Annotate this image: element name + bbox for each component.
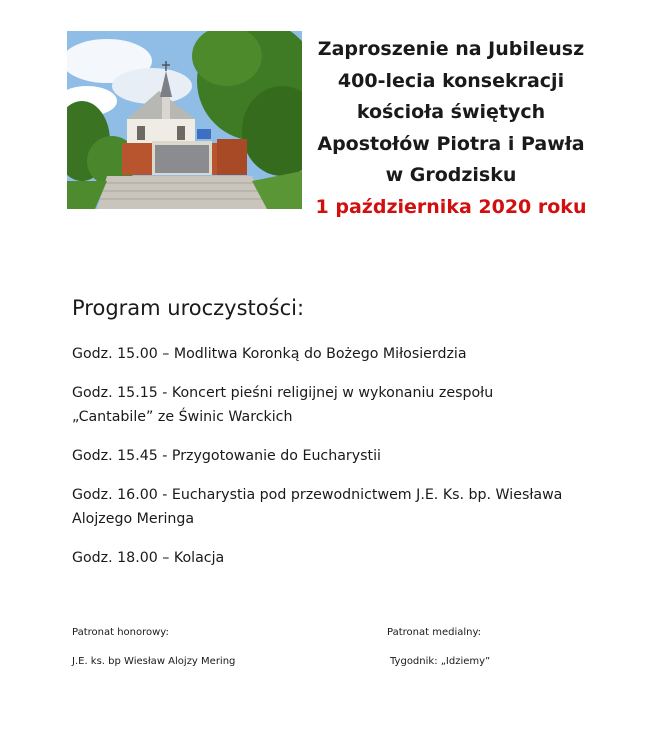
event-date: 1 października 2020 roku	[315, 195, 587, 218]
program-item	[72, 342, 612, 366]
church-photo	[67, 31, 302, 209]
header-line: Zaproszenie na Jubileusz	[317, 38, 585, 60]
honorary-patronage-value: J.E. ks. bp Wiesław Alojzy Mering	[72, 656, 236, 667]
church-photo-icon	[67, 31, 302, 209]
program-item	[72, 483, 612, 531]
program-item-text: Godz. 15.15 - Koncert pieśni religijnej w wykonaniu zespołu	[72, 385, 494, 401]
program-item	[72, 546, 612, 570]
header-line: 400-lecia konsekracji	[337, 69, 565, 92]
honorary-patronage-label: Patronat honorowy:	[72, 627, 169, 638]
media-patronage-value: Tygodnik: „Idziemy”	[390, 656, 491, 667]
program-item-text: Godz. 16.00 - Eucharystia pod przewodnictwem J.E. Ks. bp. Wiesława	[72, 487, 563, 503]
media-patronage-label: Patronat medialny:	[387, 627, 482, 638]
header-line: kościoła świętych	[356, 101, 546, 124]
program-item-text: Godz. 18.00 – Kolacja	[72, 550, 225, 566]
program-item-text: Godz. 15.00 – Modlitwa Koronką do Bożego Miłosierdzia	[72, 346, 467, 362]
program-item-text: Godz. 15.45 - Przygotowanie do Eucharystii	[72, 448, 381, 464]
program-list	[72, 342, 612, 585]
program-item	[72, 381, 612, 429]
invitation-header	[306, 34, 596, 224]
header-line: Apostołów Piotra i Pawła	[317, 132, 585, 155]
program-item-text: „Cantabile” ze Świnic Warckich	[72, 409, 293, 425]
program-item-text: Alojzego Meringa	[72, 511, 195, 527]
program-item	[72, 444, 612, 468]
program-title: Program uroczystości:	[72, 296, 305, 320]
header-line: w Grodzisku	[385, 164, 517, 187]
